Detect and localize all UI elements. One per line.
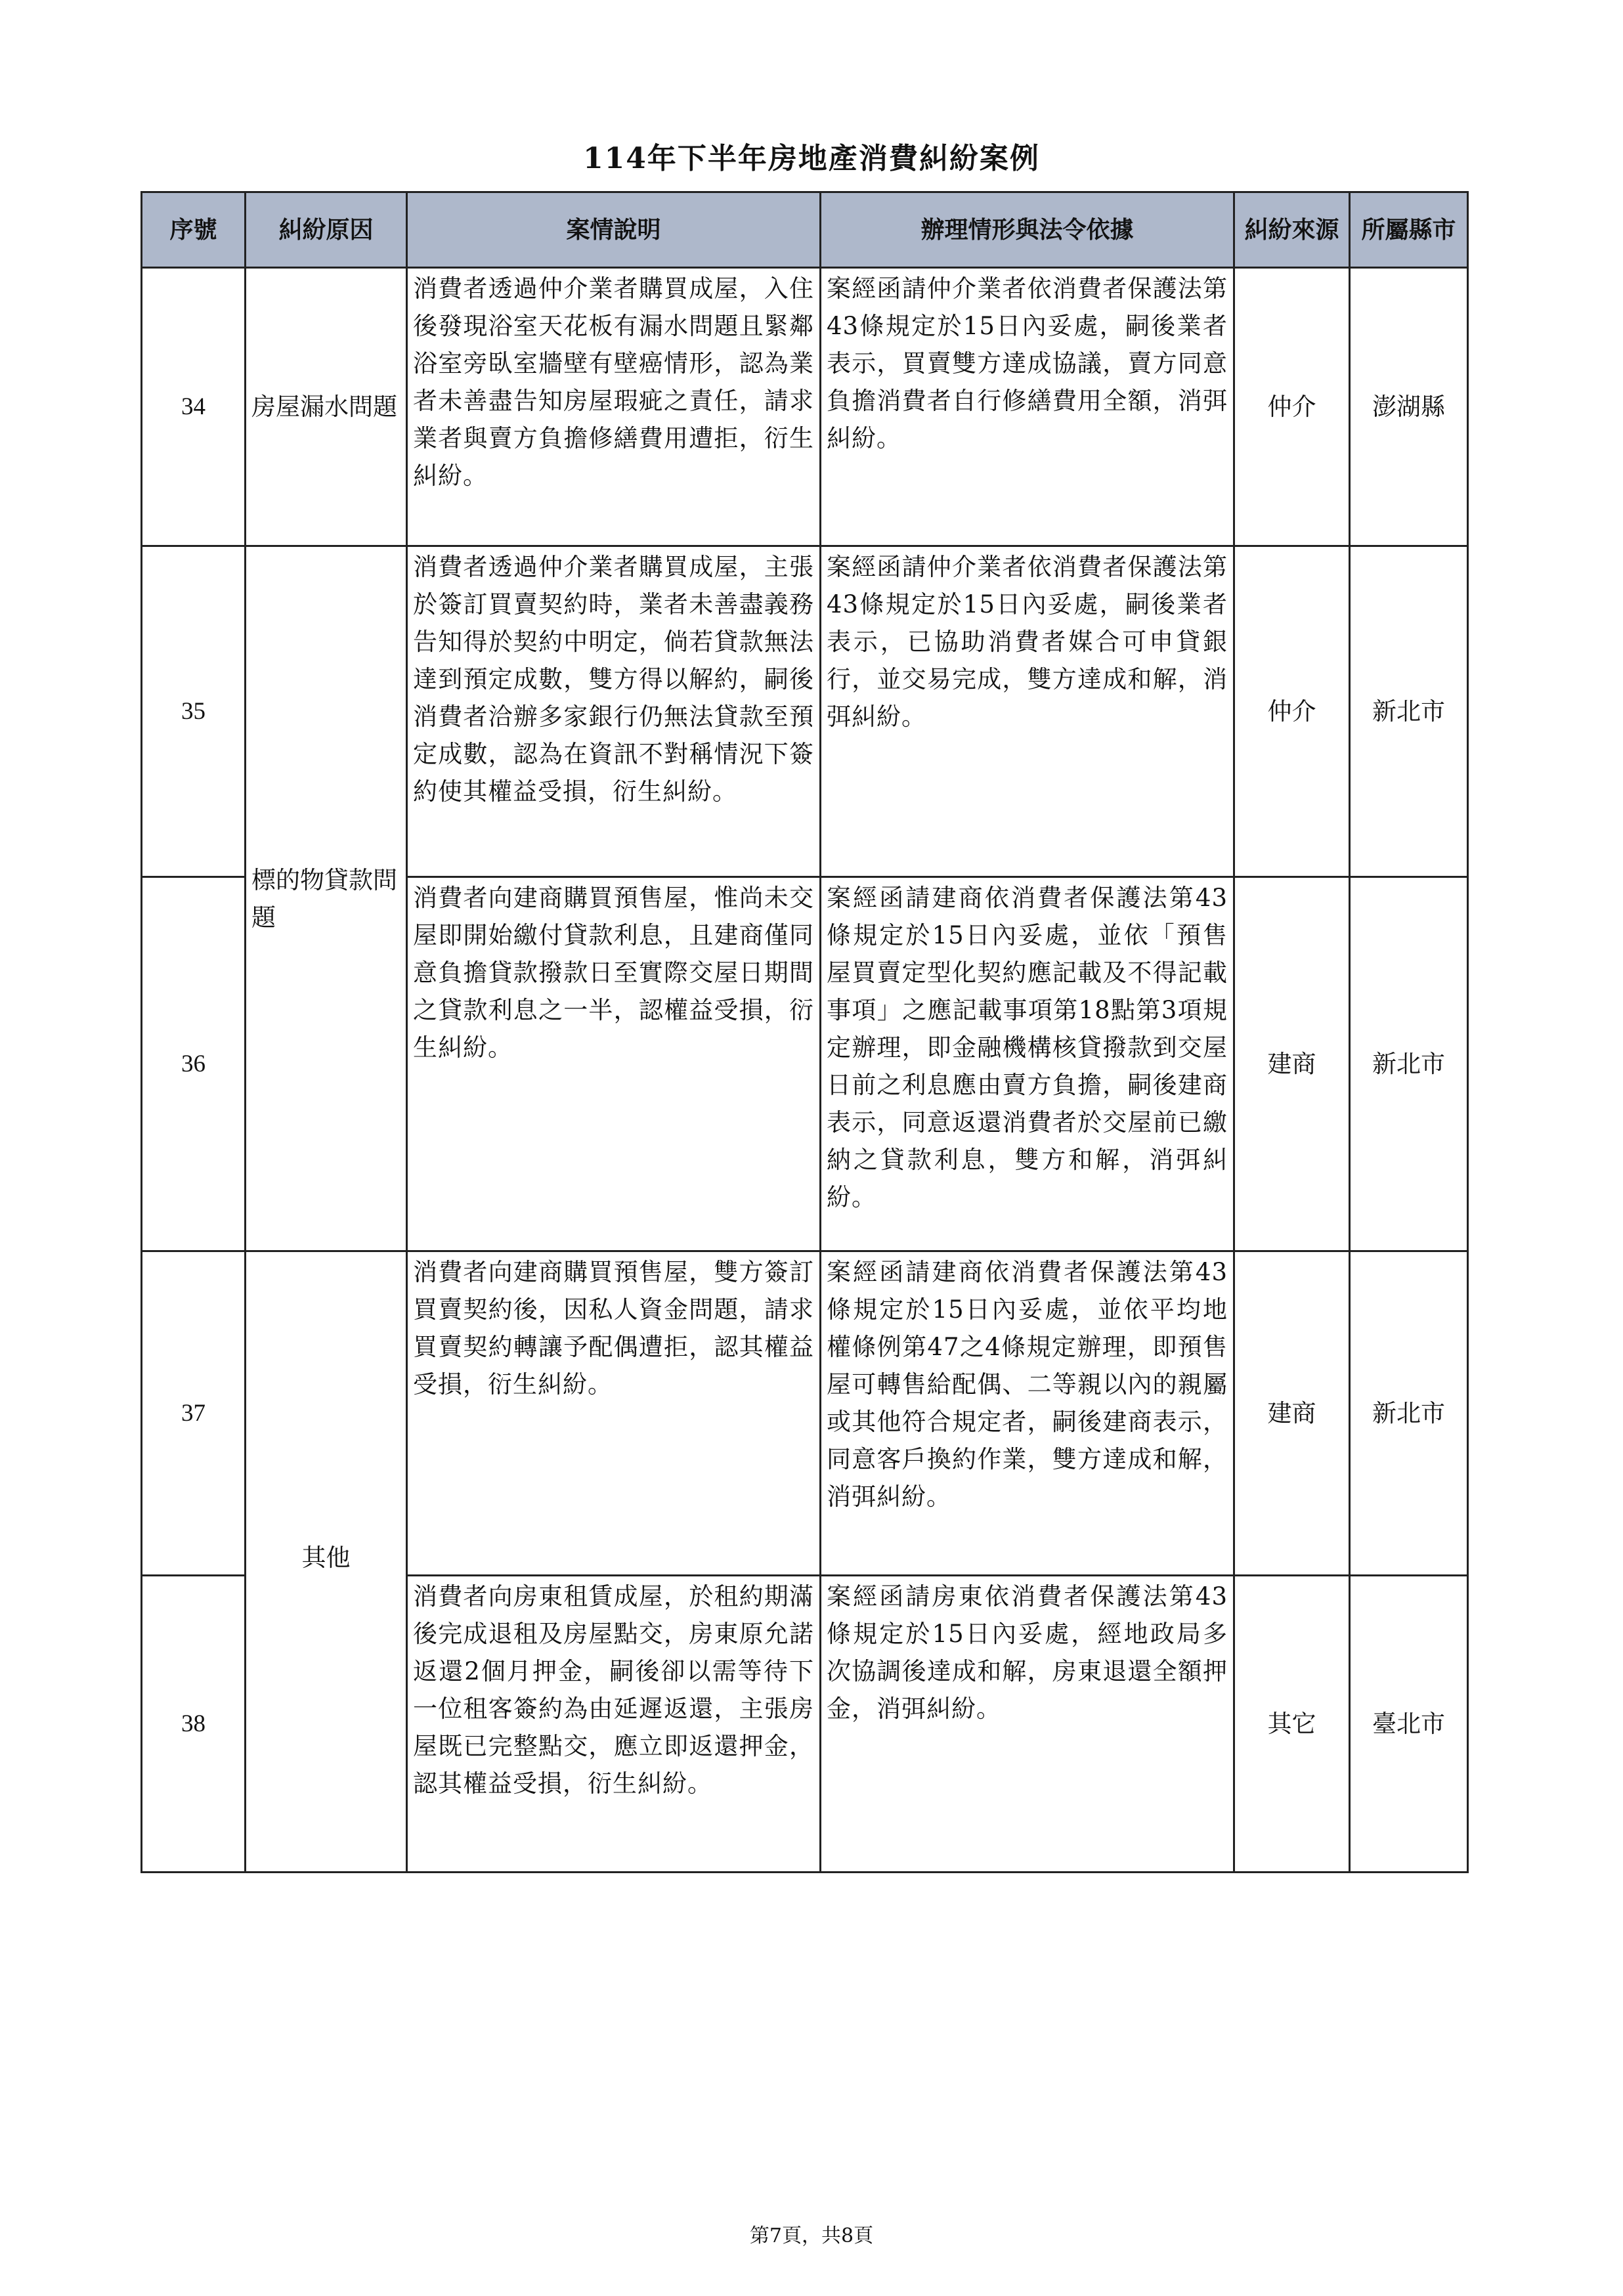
- table-row: [142, 1251, 1468, 1576]
- row-description: 消費者透過仲介業者購買成屋，入住後發現浴室天花板有漏水問題且緊鄰浴室旁臥室牆壁有壁癌情形，認為業者未善盡告知房屋瑕疵之責任，請求業者與賣方負擔修繕費用遭拒，衍生糾紛。: [407, 268, 821, 546]
- page-number: 第7頁，共8頁: [749, 2224, 874, 2247]
- row-description: 消費者向建商購買預售屋，雙方簽訂買賣契約後，因私人資金問題，請求買賣契約轉讓予配偶遭拒，認其權益受損，衍生糾紛。: [407, 1251, 821, 1576]
- row-source: 其它: [1234, 1576, 1350, 1873]
- header-source: 糾紛來源: [1234, 192, 1350, 268]
- row-seq: 34: [142, 268, 246, 546]
- page-title: 114年下半年房地產消費糾紛案例: [583, 142, 1040, 175]
- header-seq: 序號: [142, 192, 246, 268]
- row-county: 新北市: [1350, 546, 1468, 877]
- row-description: 消費者透過仲介業者購買成屋，主張於簽訂買賣契約時，業者未善盡義務告知得於契約中明定，倘若貸款無法達到預定成數，雙方得以解約，嗣後消費者洽辦多家銀行仍無法貸款至預定成數，認為在資訊不對稱情況下簽約使其權益受損，衍生糾紛。: [407, 546, 821, 877]
- row-handling: 案經函請房東依消費者保護法第43條規定於15日內妥處，經地政局多次協調後達成和解，房東退還全額押金，消弭糾紛。: [821, 1576, 1234, 1873]
- row-seq: 38: [142, 1576, 246, 1873]
- header-cause: 糾紛原因: [246, 192, 407, 268]
- row-county: 新北市: [1350, 1251, 1468, 1576]
- row-county: 澎湖縣: [1350, 268, 1468, 546]
- dispute-cases-table: [141, 191, 1469, 1873]
- table-header-row: [142, 192, 1468, 268]
- header-handling: 辦理情形與法令依據: [821, 192, 1234, 268]
- row-seq: 36: [142, 877, 246, 1251]
- row-handling: 案經函請仲介業者依消費者保護法第43條規定於15日內妥處，嗣後業者表示，買賣雙方達成協議，賣方同意負擔消費者自行修繕費用全額，消弭糾紛。: [821, 268, 1234, 546]
- table-row: [142, 546, 1468, 877]
- row-county: 新北市: [1350, 877, 1468, 1251]
- row-source: 建商: [1234, 1251, 1350, 1576]
- header-description: 案情說明: [407, 192, 821, 268]
- row-cause: 房屋漏水問題: [246, 268, 407, 546]
- row-description: 消費者向建商購買預售屋，惟尚未交屋即開始繳付貸款利息，且建商僅同意負擔貸款撥款日至實際交屋日期間之貸款利息之一半，認權益受損，衍生糾紛。: [407, 877, 821, 1251]
- row-county: 臺北市: [1350, 1576, 1468, 1873]
- cause-other-label: 其他: [301, 1544, 351, 1572]
- row-seq: 37: [142, 1251, 246, 1576]
- row-source: 仲介: [1234, 268, 1350, 546]
- row-handling: 案經函請建商依消費者保護法第43條規定於15日內妥處，並依「預售屋買賣定型化契約應記載及不得記載事項」之應記載事項第18點第3項規定辦理，即金融機構核貸撥款到交屋日前之利息應由賣方負擔，嗣後建商表示，同意返還消費者於交屋前已繳納之貸款利息，雙方和解，消弭糾紛。: [821, 877, 1234, 1251]
- row-source: 建商: [1234, 877, 1350, 1251]
- row-cause-merged: 標的物貸款問題: [246, 546, 407, 1251]
- table-row: [142, 268, 1468, 546]
- row-handling: 案經函請建商依消費者保護法第43條規定於15日內妥處，並依平均地權條例第47之4條規定辦理，即預售屋可轉售給配偶、二等親以內的親屬或其他符合規定者，嗣後建商表示，同意客戶換約作業，雙方達成和解，消弭糾紛。: [821, 1251, 1234, 1576]
- row-seq: 35: [142, 546, 246, 877]
- row-cause-merged: [246, 1251, 407, 1873]
- header-county: 所屬縣市: [1350, 192, 1468, 268]
- row-description: 消費者向房東租賃成屋，於租約期滿後完成退租及房屋點交，房東原允諾返還2個月押金，嗣後卻以需等待下一位租客簽約為由延遲返還，主張房屋既已完整點交，應立即返還押金，認其權益受損，衍生糾紛。: [407, 1576, 821, 1873]
- row-source: 仲介: [1234, 546, 1350, 877]
- row-handling: 案經函請仲介業者依消費者保護法第43條規定於15日內妥處，嗣後業者表示，已協助消費者媒合可申貸銀行，並交易完成，雙方達成和解，消弭糾紛。: [821, 546, 1234, 877]
